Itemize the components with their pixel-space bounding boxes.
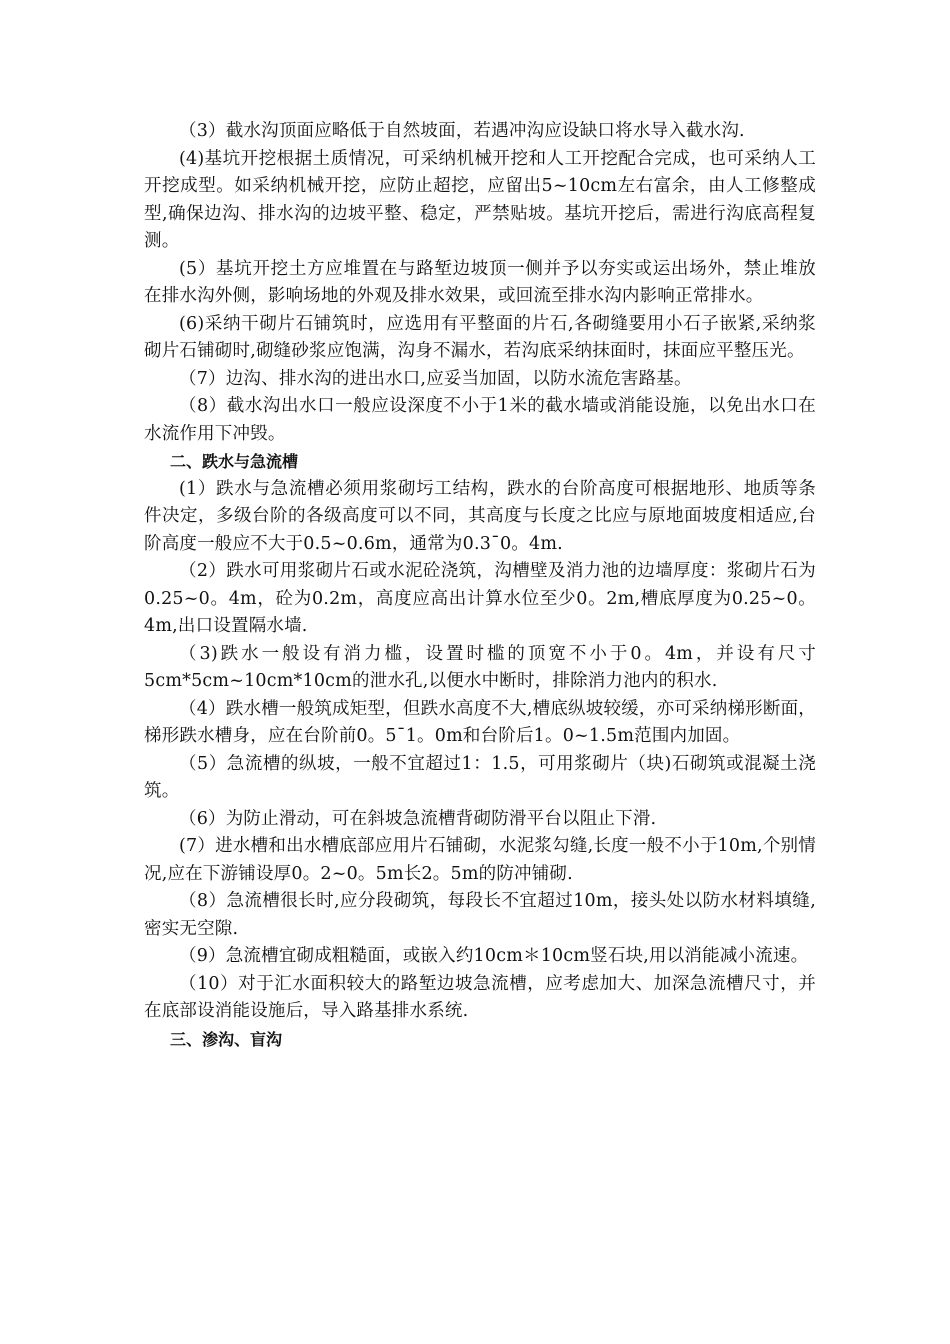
paragraph-2-2: （2）跌水可用浆砌片石或水泥砼浇筑，沟槽壁及消力池的边墙厚度：浆砌片石为0.25~0。4m，砼为0.2m，高度应高出计算水位至少0。2m,槽底厚度为0.25~0。4m,出口设置隔水墙. bbox=[144, 561, 816, 636]
paragraph-6-1: (6)采纳干砌片石铺筑时，应选用有平整面的片石,各砌缝要用小石子嵌紧,采纳浆砌片石铺砌时,砌缝砂浆应饱满，沟身不漏水，若沟底采纳抹面时，抹面应平整压光。 bbox=[144, 313, 816, 361]
paragraph-4-1: (4)基坑开挖根据土质情况，可采纳机械开挖和人工开挖配合完成，也可采纳人工开挖成型。如采纳机械开挖，应防止超挖，应留出5~10cm左右富余，由人工修整成型,确保边沟、排水沟的边坡平整、稳定，严禁贴坡。基坑开挖后，需进行沟底高程复测。 bbox=[144, 148, 816, 251]
paragraph-8-1: （8）截水沟出水口一般应设深度不小于1米的截水墙或消能设施，以免出水口在水流作用下冲毁。 bbox=[144, 396, 816, 444]
document-page bbox=[144, 118, 816, 1053]
section-heading-2: 二、跌水与急流槽 bbox=[170, 452, 299, 471]
paragraph-7-2: (7）进水槽和出水槽底部应用片石铺砌，水泥浆勾缝,长度一般不小于10m,个别情况,应在下游铺设厚0。2~0。5m长2。5m的防冲铺砌. bbox=[144, 836, 816, 884]
paragraph-3-1: （3）截水沟顶面应略低于自然坡面，若遇冲沟应设缺口将水导入截水沟. bbox=[179, 121, 745, 141]
paragraph-1-2: (1）跌水与急流槽必须用浆砌圬工结构，跌水的台阶高度可根据地形、地质等条件决定，多级台阶的各级高度可以不同，其高度与长度之比应与原地面坡度相适应,台阶高度一般应不大于0.5~0.6m，通常为0.3¯0。4m. bbox=[144, 478, 816, 554]
paragraph-5-1: (5）基坑开挖土方应堆置在与路堑边坡顶一侧并予以夯实或运出场外，禁止堆放在排水沟外侧，影响场地的外观及排水效果，或回流至排水沟内影响正常排水。 bbox=[144, 258, 816, 306]
paragraph-8-2: （8）急流槽很长时,应分段砌筑，每段长不宜超过10m，接头处以防水材料填缝,密实无空隙. bbox=[144, 891, 816, 939]
section-heading-3: 三、渗沟、盲沟 bbox=[170, 1029, 283, 1049]
paragraph-4-2: （4）跌水槽一般筑成矩型，但跌水高度不大,槽底纵坡较缓，亦可采纳梯形断面，梯形跌水槽身，应在台阶前0。5¯1。0m和台阶后1。0~1.5m范围内加固。 bbox=[144, 698, 816, 746]
paragraph-7-1: （7）边沟、排水沟的进出水口,应妥当加固，以防水流危害路基。 bbox=[179, 368, 692, 389]
paragraph-10-2: （10）对于汇水面积较大的路堑边坡急流槽，应考虑加大、加深急流槽尺寸，并在底部设消能设施后，导入路基排水系统. bbox=[144, 973, 816, 1021]
paragraph-5-2: （5）急流槽的纵坡，一般不宜超过1：1.5，可用浆砌片（块)石砌筑或混凝土浇筑。 bbox=[144, 753, 816, 801]
paragraph-3-2: （3)跌水一般设有消力槛，设置时槛的顶宽不小于0。4m，并设有尺寸5cm*5cm~10cm*10cm的泄水孔,以便水中断时，排除消力池内的积水. bbox=[144, 643, 816, 691]
paragraph-6-2: （6）为防止滑动，可在斜坡急流槽背砌防滑平台以阻止下滑. bbox=[179, 808, 657, 829]
paragraph-9-2: （9）急流槽宜砌成粗糙面，或嵌入约10cm＊10cm竖石块,用以消能减小流速。 bbox=[179, 946, 809, 966]
